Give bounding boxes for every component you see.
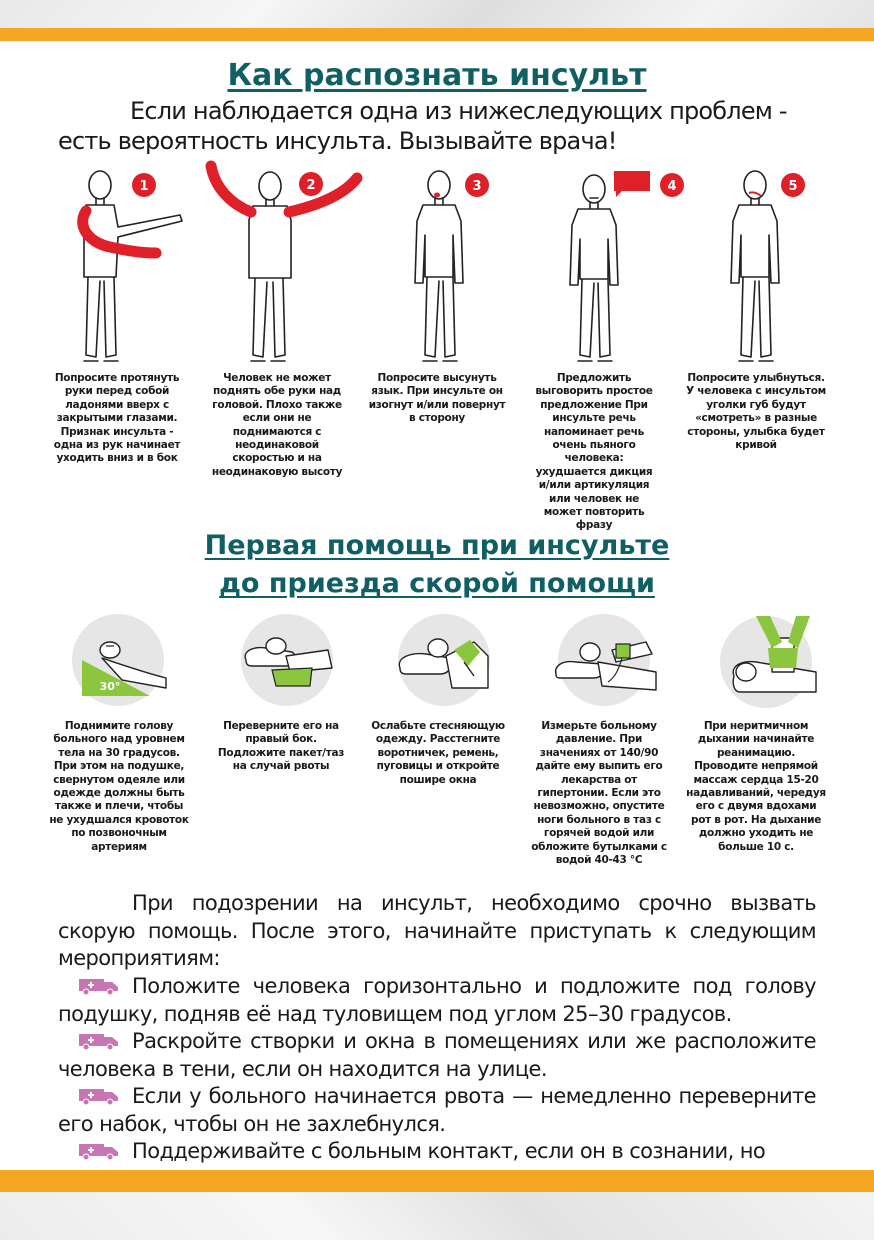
ambulance-icon bbox=[78, 1142, 120, 1160]
sign-figure-1 bbox=[70, 165, 195, 370]
action-item bbox=[58, 973, 816, 1028]
aid-caption-4: Измерьте больному давление. При значениях от 140/90 дайте ему выпить его лекарства от гипертонии. Если это невозможно, опустите ноги больного в таз с горячей водой или обложите бутылками с водой 40-43 °С bbox=[531, 720, 667, 867]
sign-number-3: 3 bbox=[472, 179, 482, 194]
sign-number-5: 5 bbox=[788, 179, 798, 194]
action-item bbox=[58, 1028, 816, 1083]
sign-number-2: 2 bbox=[306, 178, 316, 193]
ambulance-icon bbox=[78, 1032, 120, 1050]
aid-illustration-5 bbox=[712, 612, 822, 712]
sign-figure-5 bbox=[705, 165, 815, 370]
sign-caption-4: Предложить выговорить простое предложение При инсульте речь напоминает речь очень пьяного человека: ухудшается дикция и/или артикуляция или человек не может повторить фразу bbox=[535, 372, 653, 532]
blood-pressure-cuff-icon bbox=[616, 644, 630, 658]
action-item bbox=[58, 1138, 816, 1166]
sign-figure-3 bbox=[395, 165, 505, 370]
aid-illustration-3 bbox=[392, 612, 502, 712]
action-text-3: Если у больного начинается рвота — немедленно переверните его набок, чтобы он не захлебнулся. bbox=[58, 1084, 816, 1136]
intro-text bbox=[58, 96, 818, 156]
main-paragraph-text: При подозрении на инсульт, необходимо срочно вызвать скорую помощь. После этого, начинайте приступать к следующим мероприятиям: bbox=[58, 891, 816, 970]
page-title: Как распознать инсульт bbox=[227, 58, 647, 93]
sign-figure-4 bbox=[550, 165, 690, 370]
sign-number-4: 4 bbox=[667, 179, 677, 194]
action-text-1: Положите человека горизонтально и подложите под голову подушку, подняв её над туловищем под углом 25–30 градусов. bbox=[58, 974, 816, 1026]
aid-illustration-2 bbox=[232, 612, 342, 712]
ambulance-icon bbox=[78, 977, 120, 995]
top-orange-bar bbox=[0, 28, 874, 41]
bottom-orange-bar bbox=[0, 1170, 874, 1192]
bottom-background bbox=[0, 1192, 874, 1240]
aid-caption-3: Ослабьте стесняющую одежду. Расстегните воротничек, ремень, пуговицы и откройте пошире окна bbox=[371, 720, 505, 786]
sign-figure-2 bbox=[205, 160, 370, 370]
action-text-4: Поддерживайте с больным контакт, если он в сознании, но bbox=[132, 1139, 766, 1163]
sign-number-1: 1 bbox=[139, 179, 149, 194]
ambulance-icon bbox=[78, 1087, 120, 1105]
aid-caption-1: Поднимите голову больного над уровнем тела на 30 градусов. При этом на подушке, свернутом одеяле или одежде должны быть также и плечи, чтобы не ухудшался кровоток по позвоночным артериям bbox=[49, 720, 189, 853]
aid-caption-2: Переверните его на правый бок. Подложите пакет/таз на случай рвоты bbox=[217, 720, 345, 773]
angle-label: 30° bbox=[99, 680, 121, 693]
action-item bbox=[58, 1083, 816, 1138]
speech-bubble-icon bbox=[614, 171, 650, 197]
first-aid-title-line2: до приезда скорой помощи bbox=[219, 568, 655, 599]
sign-caption-5: Попросите улыбнуться. У человека с инсультом уголки губ будут «смотреть» в разные стороны, улыбка будет кривой bbox=[686, 372, 826, 452]
sign-caption-1: Попросите протянуть руки перед собой ладонями вверх с закрытыми глазами. Признак инсульта - одна из рук начинает уходить вниз и в бок bbox=[53, 372, 181, 465]
main-paragraph bbox=[58, 890, 816, 973]
aid-illustration-1 bbox=[62, 612, 172, 712]
aid-caption-5: При неритмичном дыхании начинайте реанимацию. Проводите непрямой массаж сердца 15-20 надавливаний, чередуя его с двумя вдохами рот в рот. На дыхание должно уходить не больше 10 с. bbox=[686, 720, 826, 853]
sign-caption-2: Человек не может поднять обе руки над головой. Плохо также если они не поднимаются с неодинаковой скоростью и на неодинаковую высоту bbox=[211, 372, 343, 478]
first-aid-title-line1: Первая помощь при инсульте bbox=[204, 530, 670, 561]
intro-text-content: Если наблюдается одна из нижеследующих проблем - есть вероятность инсульта. Вызывайте врача! bbox=[58, 97, 787, 155]
action-text-2: Раскройте створки и окна в помещениях или же расположите человека в тени, если он находится на улице. bbox=[58, 1029, 816, 1081]
top-background bbox=[0, 0, 874, 28]
sign-caption-3: Попросите высунуть язык. При инсульте он изогнут и/или повернут в сторону bbox=[368, 372, 506, 425]
aid-illustration-4 bbox=[552, 612, 662, 712]
